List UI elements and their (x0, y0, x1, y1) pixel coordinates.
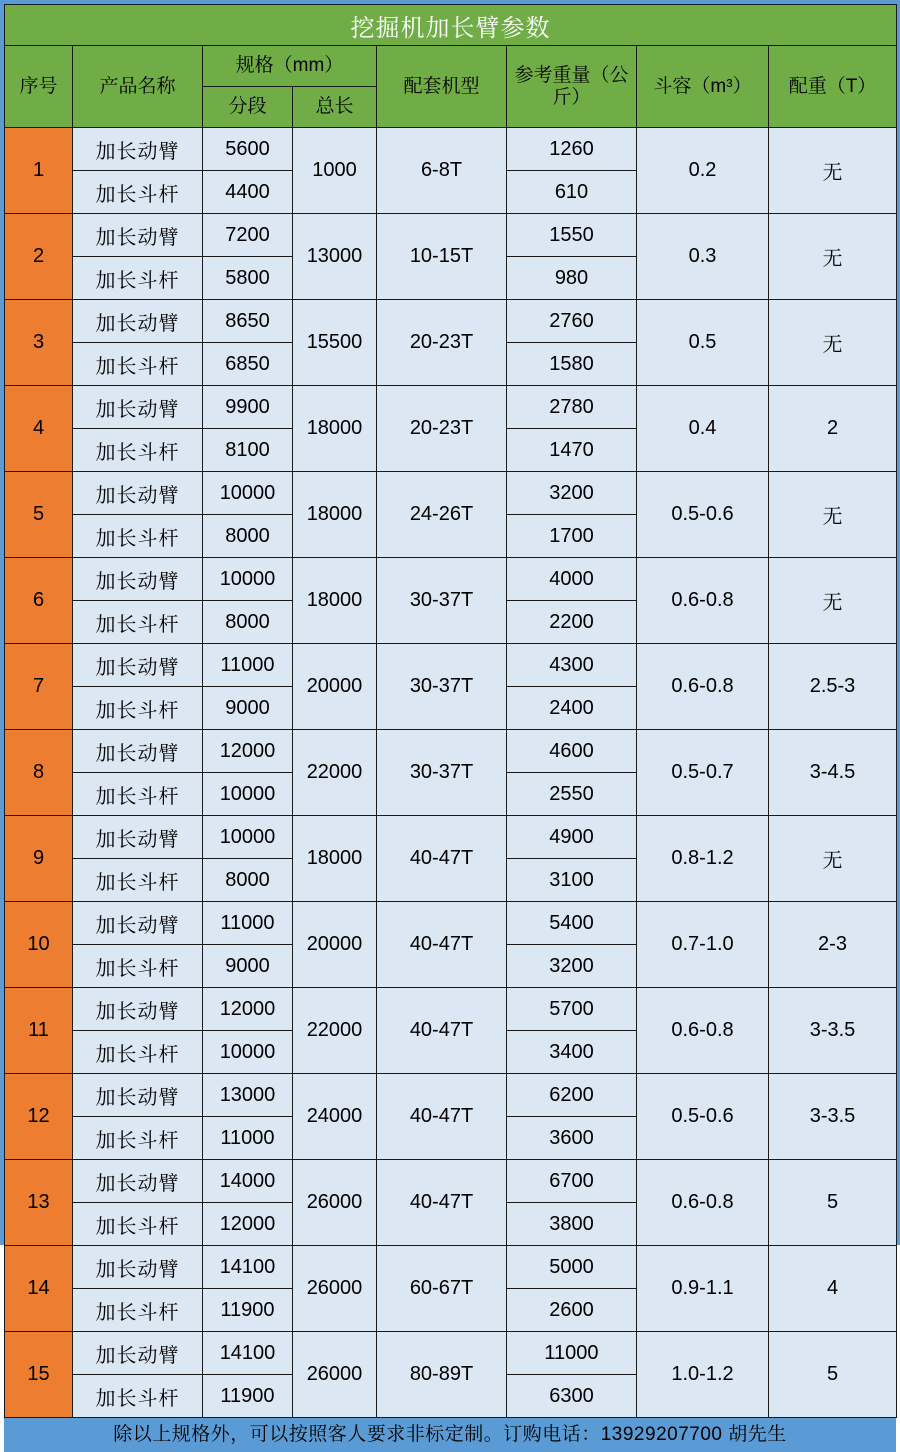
cell-segment-arm: 8000 (203, 601, 293, 644)
cell-segment-boom: 9900 (203, 386, 293, 429)
footer-note: 除以上规格外，可以按照客人要求非标定制。订购电话：13929207700 胡先生 (4, 1418, 896, 1452)
cell-product-boom: 加长动臂 (73, 1160, 203, 1203)
cell-weight-arm: 3100 (507, 859, 637, 902)
table-row (5, 644, 897, 687)
cell-machine-type: 24-26T (377, 472, 507, 558)
cell-weight-arm: 2400 (507, 687, 637, 730)
table-row (5, 1074, 897, 1117)
cell-weight-boom: 4600 (507, 730, 637, 773)
cell-machine-type: 30-37T (377, 644, 507, 730)
cell-machine-type: 20-23T (377, 300, 507, 386)
cell-total-length: 26000 (293, 1246, 377, 1332)
cell-segment-arm: 4400 (203, 171, 293, 214)
cell-segment-arm: 10000 (203, 1031, 293, 1074)
cell-segment-boom: 12000 (203, 730, 293, 773)
cell-bucket-capacity: 0.2 (637, 128, 769, 214)
cell-weight-boom: 5400 (507, 902, 637, 945)
cell-index: 15 (5, 1332, 73, 1418)
cell-weight-boom: 6700 (507, 1160, 637, 1203)
cell-index: 5 (5, 472, 73, 558)
header-counterweight: 配重（T） (769, 46, 897, 128)
cell-bucket-capacity: 0.8-1.2 (637, 816, 769, 902)
cell-index: 2 (5, 214, 73, 300)
cell-weight-arm: 610 (507, 171, 637, 214)
cell-bucket-capacity: 1.0-1.2 (637, 1332, 769, 1418)
cell-bucket-capacity: 0.3 (637, 214, 769, 300)
cell-product-boom: 加长动臂 (73, 902, 203, 945)
cell-index: 9 (5, 816, 73, 902)
cell-bucket-capacity: 0.4 (637, 386, 769, 472)
cell-product-arm: 加长斗杆 (73, 859, 203, 902)
cell-total-length: 15500 (293, 300, 377, 386)
header-reference-weight: 参考重量（公斤） (507, 46, 637, 128)
cell-index: 8 (5, 730, 73, 816)
cell-segment-arm: 12000 (203, 1203, 293, 1246)
cell-segment-arm: 11900 (203, 1289, 293, 1332)
cell-weight-arm: 3800 (507, 1203, 637, 1246)
cell-bucket-capacity: 0.6-0.8 (637, 558, 769, 644)
cell-counterweight: 2-3 (769, 902, 897, 988)
table-row (5, 214, 897, 257)
cell-counterweight: 2.5-3 (769, 644, 897, 730)
cell-segment-arm: 10000 (203, 773, 293, 816)
table-row (5, 902, 897, 945)
cell-weight-arm: 1470 (507, 429, 637, 472)
table-row (5, 558, 897, 601)
cell-bucket-capacity: 0.6-0.8 (637, 1160, 769, 1246)
cell-total-length: 22000 (293, 730, 377, 816)
cell-index: 11 (5, 988, 73, 1074)
cell-index: 1 (5, 128, 73, 214)
cell-segment-boom: 14000 (203, 1160, 293, 1203)
cell-segment-boom: 10000 (203, 472, 293, 515)
cell-product-boom: 加长动臂 (73, 300, 203, 343)
cell-product-boom: 加长动臂 (73, 730, 203, 773)
table-row (5, 988, 897, 1031)
cell-index: 10 (5, 902, 73, 988)
cell-weight-boom: 6200 (507, 1074, 637, 1117)
cell-weight-arm: 980 (507, 257, 637, 300)
cell-weight-boom: 2780 (507, 386, 637, 429)
cell-total-length: 26000 (293, 1332, 377, 1418)
cell-machine-type: 30-37T (377, 730, 507, 816)
header-index: 序号 (5, 46, 73, 128)
cell-counterweight: 3-3.5 (769, 988, 897, 1074)
cell-segment-arm: 9000 (203, 945, 293, 988)
cell-weight-arm: 2200 (507, 601, 637, 644)
cell-machine-type: 30-37T (377, 558, 507, 644)
cell-segment-arm: 5800 (203, 257, 293, 300)
cell-product-boom: 加长动臂 (73, 988, 203, 1031)
cell-weight-boom: 1550 (507, 214, 637, 257)
excavator-long-arm-parameter-table (4, 4, 897, 1418)
cell-product-boom: 加长动臂 (73, 1246, 203, 1289)
table-row (5, 300, 897, 343)
cell-product-boom: 加长动臂 (73, 214, 203, 257)
cell-product-boom: 加长动臂 (73, 128, 203, 171)
cell-bucket-capacity: 0.9-1.1 (637, 1246, 769, 1332)
cell-segment-boom: 12000 (203, 988, 293, 1031)
table-row (5, 386, 897, 429)
cell-product-arm: 加长斗杆 (73, 1375, 203, 1418)
cell-machine-type: 40-47T (377, 816, 507, 902)
cell-total-length: 18000 (293, 816, 377, 902)
header-product-name: 产品名称 (73, 46, 203, 128)
cell-counterweight: 3-4.5 (769, 730, 897, 816)
cell-index: 3 (5, 300, 73, 386)
cell-bucket-capacity: 0.7-1.0 (637, 902, 769, 988)
header-spec-total: 总长 (293, 87, 377, 128)
cell-segment-arm: 8000 (203, 859, 293, 902)
cell-index: 14 (5, 1246, 73, 1332)
cell-product-boom: 加长动臂 (73, 558, 203, 601)
cell-weight-boom: 2760 (507, 300, 637, 343)
cell-weight-arm: 1700 (507, 515, 637, 558)
cell-product-boom: 加长动臂 (73, 386, 203, 429)
cell-counterweight: 2 (769, 386, 897, 472)
cell-segment-boom: 14100 (203, 1332, 293, 1375)
cell-product-boom: 加长动臂 (73, 816, 203, 859)
cell-product-arm: 加长斗杆 (73, 1203, 203, 1246)
header-bucket-capacity: 斗容（m³） (637, 46, 769, 128)
cell-counterweight: 5 (769, 1160, 897, 1246)
cell-machine-type: 40-47T (377, 902, 507, 988)
cell-total-length: 13000 (293, 214, 377, 300)
cell-product-arm: 加长斗杆 (73, 945, 203, 988)
cell-counterweight: 无 (769, 472, 897, 558)
cell-counterweight: 4 (769, 1246, 897, 1332)
cell-segment-boom: 13000 (203, 1074, 293, 1117)
cell-weight-boom: 3200 (507, 472, 637, 515)
cell-counterweight: 无 (769, 558, 897, 644)
header-machine-type: 配套机型 (377, 46, 507, 128)
page-title: 挖掘机加长臂参数 (5, 5, 897, 46)
cell-counterweight: 无 (769, 214, 897, 300)
cell-product-arm: 加长斗杆 (73, 1289, 203, 1332)
cell-product-boom: 加长动臂 (73, 472, 203, 515)
cell-product-boom: 加长动臂 (73, 644, 203, 687)
cell-product-arm: 加长斗杆 (73, 343, 203, 386)
cell-product-arm: 加长斗杆 (73, 515, 203, 558)
cell-segment-arm: 11000 (203, 1117, 293, 1160)
cell-machine-type: 6-8T (377, 128, 507, 214)
cell-segment-arm: 6850 (203, 343, 293, 386)
cell-machine-type: 40-47T (377, 1074, 507, 1160)
cell-weight-boom: 4900 (507, 816, 637, 859)
cell-total-length: 18000 (293, 558, 377, 644)
cell-segment-boom: 5600 (203, 128, 293, 171)
cell-product-arm: 加长斗杆 (73, 1117, 203, 1160)
cell-weight-boom: 4000 (507, 558, 637, 601)
cell-product-arm: 加长斗杆 (73, 257, 203, 300)
cell-segment-boom: 7200 (203, 214, 293, 257)
table-row (5, 1160, 897, 1203)
cell-weight-arm: 6300 (507, 1375, 637, 1418)
cell-product-arm: 加长斗杆 (73, 601, 203, 644)
cell-weight-arm: 2550 (507, 773, 637, 816)
cell-bucket-capacity: 0.6-0.8 (637, 644, 769, 730)
cell-segment-arm: 8100 (203, 429, 293, 472)
cell-bucket-capacity: 0.6-0.8 (637, 988, 769, 1074)
cell-product-arm: 加长斗杆 (73, 429, 203, 472)
cell-index: 4 (5, 386, 73, 472)
cell-counterweight: 无 (769, 816, 897, 902)
cell-product-arm: 加长斗杆 (73, 687, 203, 730)
cell-machine-type: 80-89T (377, 1332, 507, 1418)
cell-total-length: 26000 (293, 1160, 377, 1246)
cell-total-length: 1000 (293, 128, 377, 214)
table-title-row (5, 5, 897, 46)
cell-segment-boom: 14100 (203, 1246, 293, 1289)
cell-index: 12 (5, 1074, 73, 1160)
cell-segment-arm: 8000 (203, 515, 293, 558)
cell-machine-type: 40-47T (377, 1160, 507, 1246)
cell-weight-boom: 5000 (507, 1246, 637, 1289)
cell-product-arm: 加长斗杆 (73, 1031, 203, 1074)
cell-index: 7 (5, 644, 73, 730)
cell-bucket-capacity: 0.5-0.6 (637, 472, 769, 558)
cell-counterweight: 5 (769, 1332, 897, 1418)
cell-index: 6 (5, 558, 73, 644)
cell-weight-arm: 2600 (507, 1289, 637, 1332)
cell-counterweight: 无 (769, 128, 897, 214)
cell-product-arm: 加长斗杆 (73, 773, 203, 816)
cell-segment-arm: 11900 (203, 1375, 293, 1418)
table-row (5, 128, 897, 171)
table-row (5, 730, 897, 773)
table-row (5, 1332, 897, 1375)
table-row (5, 472, 897, 515)
cell-machine-type: 20-23T (377, 386, 507, 472)
cell-weight-boom: 11000 (507, 1332, 637, 1375)
cell-total-length: 20000 (293, 644, 377, 730)
cell-counterweight: 无 (769, 300, 897, 386)
cell-machine-type: 40-47T (377, 988, 507, 1074)
cell-weight-arm: 3400 (507, 1031, 637, 1074)
cell-segment-boom: 8650 (203, 300, 293, 343)
cell-segment-boom: 10000 (203, 558, 293, 601)
cell-bucket-capacity: 0.5-0.6 (637, 1074, 769, 1160)
cell-segment-boom: 11000 (203, 902, 293, 945)
table-row (5, 1246, 897, 1289)
cell-product-boom: 加长动臂 (73, 1074, 203, 1117)
cell-total-length: 20000 (293, 902, 377, 988)
cell-weight-arm: 3600 (507, 1117, 637, 1160)
cell-total-length: 22000 (293, 988, 377, 1074)
cell-machine-type: 60-67T (377, 1246, 507, 1332)
cell-weight-arm: 1580 (507, 343, 637, 386)
cell-total-length: 18000 (293, 472, 377, 558)
cell-weight-boom: 4300 (507, 644, 637, 687)
cell-weight-arm: 3200 (507, 945, 637, 988)
cell-product-boom: 加长动臂 (73, 1332, 203, 1375)
header-row-1 (5, 46, 897, 87)
header-spec: 规格（mm） (203, 46, 377, 87)
cell-weight-boom: 1260 (507, 128, 637, 171)
cell-bucket-capacity: 0.5 (637, 300, 769, 386)
table-row (5, 816, 897, 859)
cell-total-length: 18000 (293, 386, 377, 472)
cell-product-arm: 加长斗杆 (73, 171, 203, 214)
cell-counterweight: 3-3.5 (769, 1074, 897, 1160)
header-spec-segment: 分段 (203, 87, 293, 128)
cell-weight-boom: 5700 (507, 988, 637, 1031)
cell-segment-boom: 11000 (203, 644, 293, 687)
cell-total-length: 24000 (293, 1074, 377, 1160)
cell-machine-type: 10-15T (377, 214, 507, 300)
cell-bucket-capacity: 0.5-0.7 (637, 730, 769, 816)
cell-index: 13 (5, 1160, 73, 1246)
cell-segment-arm: 9000 (203, 687, 293, 730)
cell-segment-boom: 10000 (203, 816, 293, 859)
